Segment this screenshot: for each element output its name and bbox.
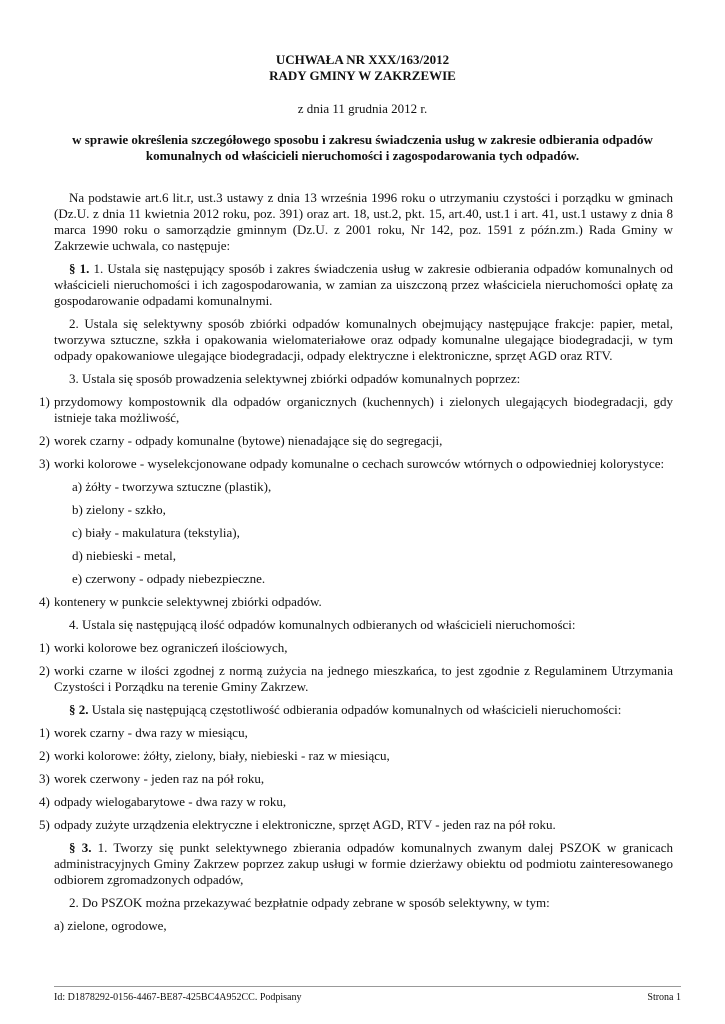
footer-page-number: Strona 1 bbox=[647, 992, 681, 1003]
list-item-number: 1) bbox=[39, 640, 50, 655]
title-line-1: UCHWAŁA NR XXX/163/2012 bbox=[275, 52, 450, 67]
section-2-paragraph-text: Ustala się następującą częstotliwość odbierania odpadów komunalnych od właścicieli nieruchomości: bbox=[88, 702, 622, 717]
preamble: Na podstawie art.6 lit.r, ust.3 ustawy z dnia 13 września 1996 roku o utrzymaniu czystości i porządku w gminach (Dz.U. z dnia 11 kwietnia 2012 roku, poz. 391) oraz art. 18, ust.2, pkt. 15, art.40, ust.1 i art. 41, ust.1 ustawy z dnia 8 marca 1990 roku o samorządzie gminnym (Dz.U. z 2001 roku, Nr 142, poz. 1591 z późn.zm.) Rada Gminy w Zakrzewie uchwala, co następuje: bbox=[54, 190, 673, 253]
sub-item-blue: d) niebieski - metal, bbox=[72, 548, 176, 563]
list-item-text: worki kolorowe - wyselekcjonowane odpady komunalne o cechach surowców wtórnych o odpowiedniej kolorystyce: bbox=[54, 456, 665, 471]
list-item bbox=[36, 748, 673, 764]
resolution-title bbox=[40, 52, 685, 84]
list-item-text: worki kolorowe bez ograniczeń ilościowych, bbox=[54, 640, 288, 655]
list-item bbox=[36, 663, 673, 695]
list-item-number: 2) bbox=[39, 748, 50, 763]
sub-item-yellow: a) żółty - tworzywa sztuczne (plastik), bbox=[72, 479, 272, 494]
list-item bbox=[36, 433, 673, 449]
list-item-text: worek czarny - dwa razy w miesiącu, bbox=[54, 725, 248, 740]
list-item-text: worek czerwony - jeden raz na pół roku, bbox=[54, 771, 265, 786]
resolution-subject: w sprawie określenia szczegółowego sposobu i zakresu świadczenia usług w zakresie odbierania odpadów komunalnych od właścicieli nieruchomości i zagospodarowania tych odpadów. bbox=[72, 132, 653, 163]
list-item-number: 1) bbox=[39, 394, 50, 409]
list-item-text: kontenery w punkcie selektywnej zbiórki odpadów. bbox=[54, 594, 322, 609]
section-3-paragraph-1-text: 1. Tworzy się punkt selektywnego zbierania odpadów komunalnych zwanym dalej PSZOK w granicach administracyjnych Gminy Zakrzew poprzez zakup usługi w formie dzierżawy obiektu od podmiotu zainteresowanego odbiorem zgromadzonych odpadów, bbox=[54, 840, 674, 887]
sub-item-red: e) czerwony - odpady niebezpieczne. bbox=[72, 571, 266, 586]
section-1-paragraph-1-text: 1. Ustala się następujący sposób i zakres świadczenia usług w zakresie odbierania odpadów komunalnych od właścicieli nieruchomości i ich zagospodarowania, w zamian za uiszczoną przez właściciela nieruchomości opłatę za gospodarowanie odpadami komunalnymi. bbox=[54, 261, 674, 308]
sub-item-green: b) zielony - szkło, bbox=[72, 502, 166, 517]
list-item bbox=[36, 794, 673, 810]
list-item bbox=[36, 594, 673, 610]
list-item-number: 1) bbox=[39, 725, 50, 740]
list-item-text: odpady wielogabarytowe - dwa razy w roku, bbox=[54, 794, 287, 809]
list-item-text: worki kolorowe: żółty, zielony, biały, niebieski - raz w miesiącu, bbox=[54, 748, 390, 763]
resolution-date: z dnia 11 grudnia 2012 r. bbox=[297, 101, 428, 116]
list-item-number: 4) bbox=[39, 594, 50, 609]
section-1-mark: § 1. bbox=[69, 261, 90, 276]
list-item bbox=[36, 456, 673, 472]
section-3-item-a: a) zielone, ogrodowe, bbox=[54, 918, 167, 933]
footer-divider bbox=[54, 986, 681, 987]
list-item-number: 3) bbox=[39, 456, 50, 471]
list-item-text: worki czarne w ilości zgodnej z normą zużycia na jednego mieszkańca, to jest zgodnie z Regulaminem Utrzymania Czystości i Porządku na terenie Gminy Zakrzew. bbox=[54, 663, 673, 694]
list-item bbox=[36, 725, 673, 741]
list-item-text: odpady zużyte urządzenia elektryczne i elektroniczne, sprzęt AGD, RTV - jeden raz na pół roku. bbox=[54, 817, 556, 832]
list-item bbox=[36, 640, 673, 656]
document-body bbox=[39, 190, 674, 934]
section-1-paragraph-1 bbox=[54, 261, 673, 309]
section-2-paragraph bbox=[54, 702, 673, 718]
list-item bbox=[36, 394, 673, 426]
footer-document-id: Id: D1878292-0156-4467-BE87-425BC4A952CC. Podpisany bbox=[54, 992, 302, 1003]
sub-item-white: c) biały - makulatura (tekstylia), bbox=[72, 525, 240, 540]
section-3-mark: § 3. bbox=[69, 840, 92, 855]
list-item bbox=[36, 771, 673, 787]
title-line-2: RADY GMINY W ZAKRZEWIE bbox=[269, 68, 456, 83]
list-item-text: worek czarny - odpady komunalne (bytowe) nienadające się do segregacji, bbox=[54, 433, 443, 448]
section-1-paragraph-4: 4. Ustala się następującą ilość odpadów komunalnych odbieranych od właścicieli nieruchomości: bbox=[69, 617, 576, 632]
list-item-number: 3) bbox=[39, 771, 50, 786]
section-3-paragraph-1 bbox=[54, 840, 673, 888]
list-item-number: 4) bbox=[39, 794, 50, 809]
list-item bbox=[36, 817, 673, 833]
section-2-mark: § 2. bbox=[69, 702, 89, 717]
section-1-paragraph-2: 2. Ustala się selektywny sposób zbiórki odpadów komunalnych obejmujący następujące frakcje: papier, metal, tworzywa sztuczne, szkła i opakowania wielomateriałowe oraz odpady komunalne ulegające biodegradacji, w tym odpady opakowaniowe ulegające biodegradacji, odpady elektryczne i elektroniczne, sprzęt AGD oraz RTV. bbox=[54, 316, 673, 363]
list-item-number: 5) bbox=[39, 817, 50, 832]
list-item-text: przydomowy kompostownik dla odpadów organicznych (kuchennych) i zielonych ulegających biodegradacji, gdy istnieje taka możliwość, bbox=[54, 394, 673, 425]
list-item-number: 2) bbox=[39, 663, 50, 678]
section-1-paragraph-3: 3. Ustala się sposób prowadzenia selektywnej zbiórki odpadów komunalnych poprzez: bbox=[69, 371, 521, 386]
section-3-paragraph-2: 2. Do PSZOK można przekazywać bezpłatnie odpady zebrane w sposób selektywny, w tym: bbox=[69, 895, 550, 910]
list-item-number: 2) bbox=[39, 433, 50, 448]
